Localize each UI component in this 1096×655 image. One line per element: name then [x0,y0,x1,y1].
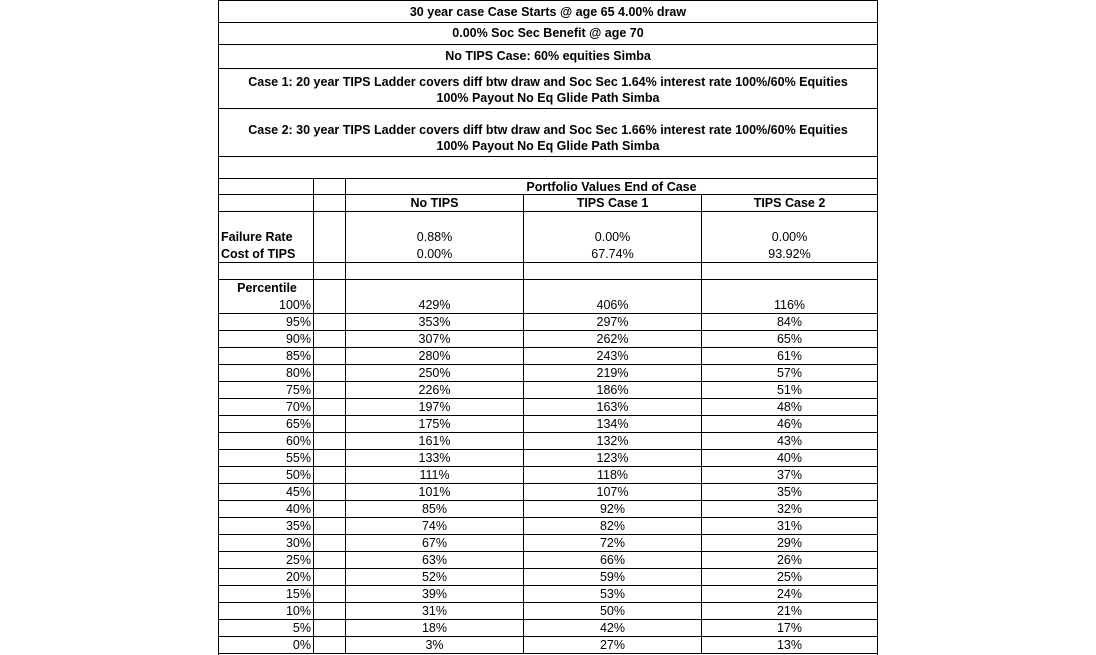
case1-line-b: 100% Payout No Eq Glide Path Simba [436,91,660,105]
spacer-row [219,212,877,229]
percentile-row [219,297,877,314]
no-tips-value: 67% [345,535,523,551]
spacer-cell [313,331,345,347]
header-line-3 [219,45,877,69]
percentile-row [219,382,877,399]
tips-case-2-value: 26% [701,552,877,568]
percentile-row [219,552,877,569]
group-header: Portfolio Values End of Case [345,179,877,194]
cost-of-tips-case-2: 93.92% [701,246,877,262]
failure-rate-case-1: 0.00% [523,229,701,246]
tips-case-2-value: 116% [701,297,877,313]
spacer-cell [313,433,345,449]
tips-case-1-value: 134% [523,416,701,432]
percentile-row [219,314,877,331]
cost-of-tips-label: Cost of TIPS [221,247,296,261]
tips-case-1-value: 406% [523,297,701,313]
spacer-cell [313,603,345,619]
percentile-value: 40% [285,502,311,516]
tips-case-1-value: 72% [523,535,701,551]
tips-case-1-value: 243% [523,348,701,364]
no-tips-value: 307% [345,331,523,347]
percentile-value: 50% [285,468,311,482]
spacer-cell [313,518,345,534]
col-header-tips-case-2: TIPS Case 2 [701,195,877,211]
no-tips-value: 74% [345,518,523,534]
spacer-cell [313,501,345,517]
spacer-row-2 [219,263,877,280]
percentile-row [219,620,877,637]
tips-case-2-value: 65% [701,331,877,347]
percentile-value: 45% [285,485,311,499]
tips-case-1-value: 27% [523,637,701,653]
tips-case-2-value: 24% [701,586,877,602]
case1-description [219,69,877,109]
group-header-row [219,178,877,195]
tips-case-2-value: 61% [701,348,877,364]
failure-rate-case-2: 0.00% [701,229,877,246]
spacer-cell [313,484,345,500]
percentile-row [219,535,877,552]
percentile-value: 10% [285,604,311,618]
percentile-row [219,399,877,416]
tips-case-2-value: 84% [701,314,877,330]
percentile-value: 75% [285,383,311,397]
percentile-value: 95% [285,315,311,329]
spacer-cell [313,382,345,398]
spacer-cell [313,314,345,330]
tips-case-2-value: 21% [701,603,877,619]
spreadsheet [218,0,878,655]
header-line-1 [219,0,877,23]
spacer-cell [313,416,345,432]
percentile-row [219,365,877,382]
percentile-row [219,467,877,484]
spacer-cell [313,467,345,483]
tips-case-1-value: 123% [523,450,701,466]
percentile-value: 60% [285,434,311,448]
percentile-value: 90% [285,332,311,346]
column-header-row [219,195,877,212]
no-tips-value: 353% [345,314,523,330]
tips-case-2-value: 57% [701,365,877,381]
percentile-value: 80% [285,366,311,380]
tips-case-1-value: 42% [523,620,701,636]
spacer-cell [313,586,345,602]
percentile-value: 85% [285,349,311,363]
percentile-row [219,484,877,501]
cost-of-tips-case-1: 67.74% [523,246,701,262]
percentile-value: 5% [292,621,311,635]
percentile-header-row [219,280,877,297]
spacer-cell [313,620,345,636]
tips-case-2-value: 13% [701,637,877,653]
header-line-2-text: 0.00% Soc Sec Benefit @ age 70 [452,26,644,40]
percentile-row [219,450,877,467]
tips-case-1-value: 53% [523,586,701,602]
spacer-cell [313,348,345,364]
case2-line-a: Case 2: 30 year TIPS Ladder covers diff btw draw and Soc Sec 1.66% interest rate 100%/60% Equities [248,123,848,137]
percentile-row [219,518,877,535]
no-tips-value: 226% [345,382,523,398]
case1-line-a: Case 1: 20 year TIPS Ladder covers diff btw draw and Soc Sec 1.64% interest rate 100%/60% Equities [248,75,848,89]
tips-case-2-value: 48% [701,399,877,415]
tips-case-1-value: 219% [523,365,701,381]
percentile-row [219,637,877,654]
no-tips-value: 39% [345,586,523,602]
header-line-2 [219,23,877,45]
percentile-row [219,416,877,433]
case2-line-b: 100% Payout No Eq Glide Path Simba [436,139,660,153]
tips-case-1-value: 186% [523,382,701,398]
spacer-cell [313,297,345,313]
spacer-cell [313,535,345,551]
tips-case-2-value: 35% [701,484,877,500]
tips-case-1-value: 92% [523,501,701,517]
spacer-cell [313,365,345,381]
tips-case-2-value: 29% [701,535,877,551]
tips-case-2-value: 17% [701,620,877,636]
percentile-row [219,569,877,586]
spacer-cell [313,399,345,415]
tips-case-2-value: 32% [701,501,877,517]
tips-case-1-value: 118% [523,467,701,483]
tips-case-1-value: 50% [523,603,701,619]
no-tips-value: 111% [345,467,523,483]
percentile-row [219,603,877,620]
failure-rate-label: Failure Rate [221,230,293,244]
tips-case-1-value: 107% [523,484,701,500]
percentile-value: 70% [285,400,311,414]
spacer-cell [313,450,345,466]
tips-case-1-value: 66% [523,552,701,568]
percentile-row [219,501,877,518]
no-tips-value: 63% [345,552,523,568]
tips-case-2-value: 25% [701,569,877,585]
percentile-value: 100% [279,298,311,312]
tips-case-1-value: 297% [523,314,701,330]
percentile-value: 35% [285,519,311,533]
tips-case-2-value: 40% [701,450,877,466]
percentile-row [219,433,877,450]
no-tips-value: 52% [345,569,523,585]
percentile-value: 25% [285,553,311,567]
spacer-cell [313,552,345,568]
failure-rate-no-tips: 0.88% [345,229,523,246]
no-tips-value: 250% [345,365,523,381]
percentile-value: 15% [285,587,311,601]
col-header-tips-case-1: TIPS Case 1 [523,195,701,211]
no-tips-value: 3% [345,637,523,653]
no-tips-value: 161% [345,433,523,449]
tips-case-2-value: 51% [701,382,877,398]
spacer-cell [313,637,345,653]
cost-of-tips-row [219,246,877,263]
no-tips-value: 175% [345,416,523,432]
no-tips-value: 31% [345,603,523,619]
percentile-label: Percentile [237,281,297,295]
tips-case-1-value: 82% [523,518,701,534]
col-header-no-tips: No TIPS [345,195,523,211]
percentile-row [219,348,877,365]
percentile-value: 30% [285,536,311,550]
tips-case-2-value: 31% [701,518,877,534]
tips-case-2-value: 37% [701,467,877,483]
header-line-3-text: No TIPS Case: 60% equities Simba [445,49,651,63]
percentile-value: 55% [285,451,311,465]
no-tips-value: 101% [345,484,523,500]
tips-case-1-value: 59% [523,569,701,585]
percentile-row [219,331,877,348]
case2-description [219,109,877,157]
spacer-cell [313,569,345,585]
no-tips-value: 429% [345,297,523,313]
header-line-1-text: 30 year case Case Starts @ age 65 4.00% draw [409,5,687,19]
tips-case-1-value: 163% [523,399,701,415]
failure-rate-row [219,229,877,246]
tips-case-2-value: 43% [701,433,877,449]
no-tips-value: 133% [345,450,523,466]
percentile-value: 0% [292,638,311,652]
no-tips-value: 197% [345,399,523,415]
cost-of-tips-no-tips: 0.00% [345,246,523,262]
percentile-value: 20% [285,570,311,584]
percentile-value: 65% [285,417,311,431]
tips-case-2-value: 46% [701,416,877,432]
percentile-row [219,586,877,603]
no-tips-value: 85% [345,501,523,517]
no-tips-value: 280% [345,348,523,364]
tips-case-1-value: 132% [523,433,701,449]
no-tips-value: 18% [345,620,523,636]
tips-case-1-value: 262% [523,331,701,347]
